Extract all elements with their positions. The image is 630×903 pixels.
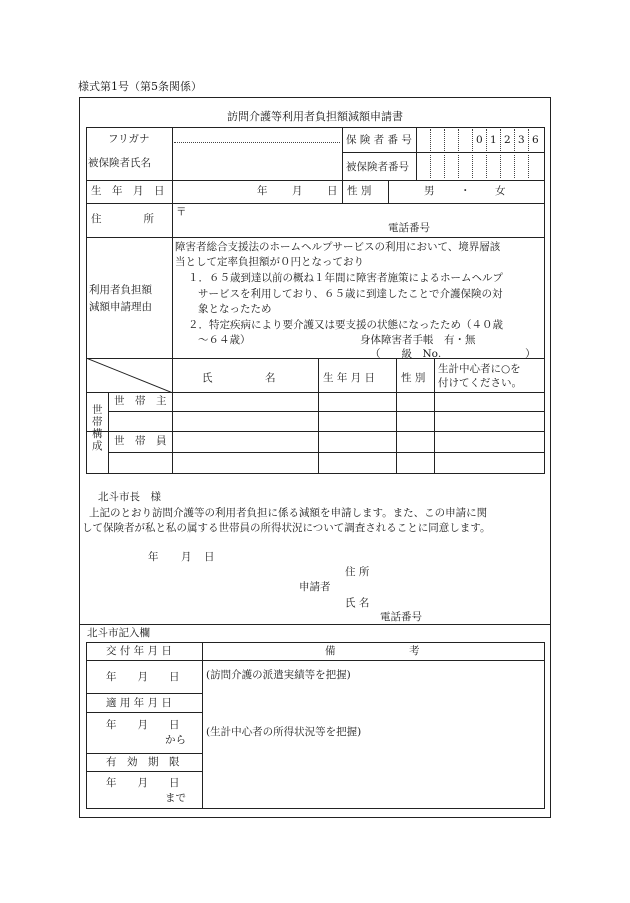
disability-handbook-grade: （ 級 No. ） bbox=[370, 348, 536, 360]
city-row-4 bbox=[86, 771, 203, 772]
household-col-birth: 生 年 月 日 bbox=[323, 372, 376, 384]
applicant-table-top bbox=[86, 127, 544, 128]
address-label: 住 所 bbox=[91, 213, 154, 225]
phone-label: 電話番号 bbox=[388, 222, 430, 234]
city-row-1 bbox=[86, 693, 203, 694]
remark-income-status: (生計中心者の所得状況等を把握) bbox=[206, 726, 362, 738]
furigana-label: フリガナ bbox=[108, 133, 150, 145]
label-col-divider-2 bbox=[172, 180, 173, 204]
insurer-digit-2: 1 bbox=[490, 134, 497, 146]
household-side-char-3: 構 bbox=[92, 428, 103, 440]
insured-number-field[interactable] bbox=[418, 154, 542, 179]
main-frame-top bbox=[79, 97, 551, 98]
name-row-bottom bbox=[86, 180, 544, 181]
insurer-digit-sep-8 bbox=[528, 129, 529, 151]
household-row-3 bbox=[108, 452, 544, 453]
reason-text-line2: 当として定率負担額が０円となっており bbox=[175, 256, 364, 268]
applicant-table-left bbox=[86, 127, 87, 473]
city-section-heading: 北斗市記入欄 bbox=[87, 627, 150, 639]
sex-separator: ・ bbox=[460, 185, 471, 197]
insurer-row-line bbox=[342, 152, 544, 153]
label-col-divider-3 bbox=[172, 203, 173, 359]
applicant-name-label: 氏 名 bbox=[345, 597, 370, 609]
furigana-field[interactable] bbox=[174, 129, 340, 141]
address-field[interactable] bbox=[190, 205, 540, 235]
household-birth-divider bbox=[318, 358, 319, 473]
household-sex-divider bbox=[396, 358, 397, 473]
reason-option-1-line2: サービスを利用しており、６５歳に到達したことで介護保険の対 bbox=[198, 288, 503, 300]
household-side-divider bbox=[108, 392, 109, 473]
household-side-char-4: 成 bbox=[92, 440, 103, 452]
insured-name-field[interactable] bbox=[174, 145, 340, 178]
reason-option-2-line1[interactable]: ２．特定疾病により要介護又は要支援の状態になったため（４０歳 bbox=[188, 319, 503, 331]
household-side-char-1: 世 bbox=[92, 404, 103, 416]
address-row-bottom bbox=[86, 237, 544, 238]
household-head-divider bbox=[434, 358, 435, 473]
city-header-bottom bbox=[86, 660, 544, 661]
sex-label-divider bbox=[388, 180, 389, 204]
form-title: 訪問介護等利用者負担額減額申請書 bbox=[227, 110, 403, 123]
birth-date-label: 生 年 月 日 bbox=[91, 185, 165, 197]
birth-day-unit: 日 bbox=[327, 185, 338, 197]
valid-period-ymd: 年 月 日 bbox=[106, 777, 180, 789]
insurer-digit-sep-2 bbox=[444, 129, 445, 151]
applicant-address-label: 住 所 bbox=[345, 566, 370, 578]
insurer-col-divider bbox=[342, 127, 343, 181]
apply-from-label: から bbox=[165, 734, 186, 746]
main-frame-bottom bbox=[79, 817, 551, 818]
city-table-left bbox=[86, 642, 87, 809]
household-member-label: 世 帯 員 bbox=[114, 435, 167, 447]
household-head-label: 世 帯 主 bbox=[114, 395, 167, 407]
city-table-col-divider bbox=[202, 642, 203, 809]
applicant-table-right bbox=[544, 127, 545, 473]
insurer-digit-3: 2 bbox=[504, 134, 511, 146]
postal-mark: 〒 bbox=[176, 206, 187, 218]
valid-period-label: 有 効 期 限 bbox=[106, 756, 180, 768]
declaration-line1: 上記のとおり訪問介護等の利用者負担に係る減額を申請します。また、この申請に関 bbox=[89, 507, 488, 519]
city-table-bottom bbox=[86, 808, 545, 809]
date-day-unit: 日 bbox=[204, 551, 215, 563]
insurer-digit-sep-7 bbox=[514, 129, 515, 151]
applicant-phone-label: 電話番号 bbox=[380, 611, 422, 623]
insured-number-label: 被保険者番号 bbox=[346, 161, 409, 173]
label-col-divider-1 bbox=[172, 127, 173, 181]
applicant-label: 申請者 bbox=[299, 581, 331, 593]
reason-option-1-line3: 象となったため bbox=[198, 303, 272, 315]
main-frame-left bbox=[79, 97, 80, 818]
city-table-top bbox=[86, 642, 544, 643]
disability-handbook-label[interactable]: 身体障害者手帳 有・無 bbox=[360, 334, 476, 346]
insurer-digit-sep-5 bbox=[486, 129, 487, 151]
sex-option-male[interactable]: 男 bbox=[424, 185, 435, 197]
date-year-unit: 年 bbox=[148, 551, 159, 563]
household-col-sex: 性 別 bbox=[401, 372, 426, 384]
city-table-right bbox=[544, 642, 545, 809]
city-section-divider bbox=[79, 624, 551, 625]
household-col-head-line2: 付けてください。 bbox=[438, 377, 522, 389]
apply-date-label: 適 用 年 月 日 bbox=[106, 697, 172, 709]
date-month-unit: 月 bbox=[181, 551, 192, 563]
reason-label-line1: 利用者負担額 bbox=[89, 284, 152, 296]
sex-label: 性 別 bbox=[347, 185, 372, 197]
insurer-digit-1: 0 bbox=[476, 134, 483, 146]
city-row-2 bbox=[86, 712, 203, 713]
birth-month-unit: 月 bbox=[292, 185, 303, 197]
insured-name-label: 被保険者氏名 bbox=[88, 157, 151, 169]
reason-text-line1: 障害者総合支援法のホームヘルプサービスの利用において、境界層該 bbox=[175, 241, 501, 253]
reason-option-2-line2: ～６４歳） bbox=[198, 334, 251, 346]
city-row-3 bbox=[86, 753, 203, 754]
household-col-head-line1: 生計中心者に○を bbox=[438, 363, 521, 375]
reason-option-1-line1[interactable]: １．６５歳到達以前の概ね１年間に障害者施策によるホームヘルプ bbox=[188, 272, 503, 284]
remarks-label: 備 考 bbox=[325, 645, 420, 657]
insurer-label-divider bbox=[416, 127, 417, 181]
insurer-digit-sep-4 bbox=[472, 129, 473, 151]
household-row-1 bbox=[108, 411, 544, 412]
reason-label-line2: 減額申請理由 bbox=[89, 301, 152, 313]
issue-date-ymd: 年 月 日 bbox=[106, 671, 180, 683]
valid-until-label: まで bbox=[165, 792, 186, 804]
birth-row-bottom bbox=[86, 203, 544, 204]
addressee: 北斗市長 様 bbox=[98, 491, 161, 503]
insurer-digit-4: 3 bbox=[518, 134, 525, 146]
sex-option-female[interactable]: 女 bbox=[495, 185, 506, 197]
main-frame-right bbox=[550, 97, 551, 818]
issue-date-label: 交 付 年 月 日 bbox=[106, 645, 172, 657]
birth-year-unit: 年 bbox=[257, 185, 268, 197]
sex-col-divider bbox=[342, 180, 343, 204]
apply-date-ymd: 年 月 日 bbox=[106, 719, 180, 731]
insurer-number-label: 保 険 者 番 号 bbox=[346, 134, 412, 146]
furigana-dotted-line bbox=[174, 142, 340, 143]
remark-visit-record: (訪問介護の派遣実績等を把握) bbox=[206, 669, 351, 681]
insurer-digit-5: 6 bbox=[532, 134, 539, 146]
form-number-label: 様式第1号（第5条関係） bbox=[78, 80, 202, 93]
insurer-digit-sep-6 bbox=[500, 129, 501, 151]
household-side-char-2: 帯 bbox=[92, 416, 103, 428]
corner-diagonal bbox=[86, 358, 173, 393]
insurer-digit-sep-3 bbox=[458, 129, 459, 151]
household-row-2 bbox=[86, 431, 544, 432]
applicant-table-bottom bbox=[86, 473, 545, 474]
insurer-digit-sep-1 bbox=[430, 129, 431, 151]
household-col-name: 氏 名 bbox=[202, 372, 276, 384]
declaration-line2: して保険者が私と私の属する世帯員の所得状況について調査されることに同意します。 bbox=[82, 522, 491, 534]
